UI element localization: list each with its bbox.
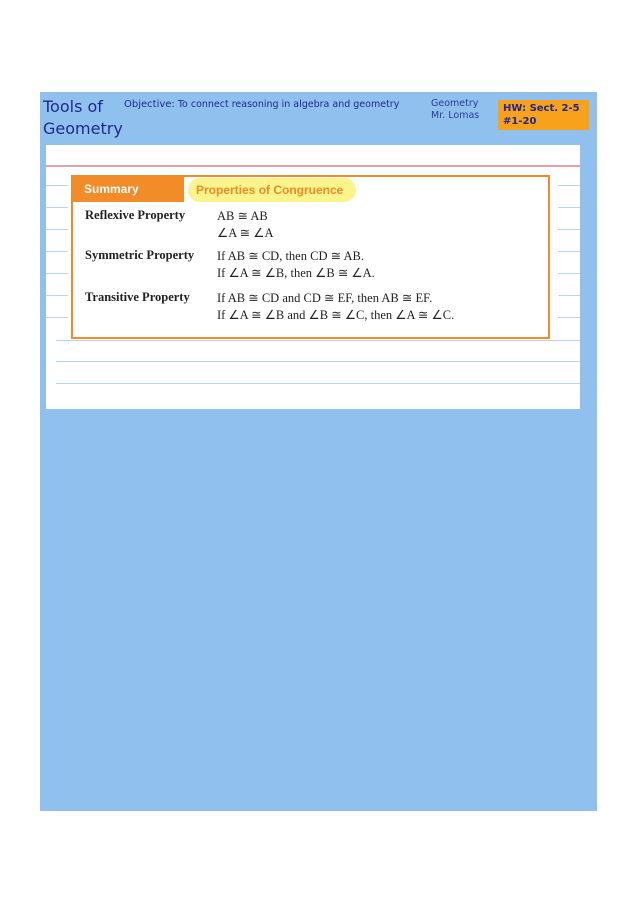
homework-section: HW: Sect. 2-5 [503, 103, 580, 114]
summary-heading: Properties of Congruence [188, 178, 356, 202]
notebook-margin-tick [46, 317, 68, 318]
lesson-title [43, 96, 133, 140]
homework-problems: #1-20 [503, 116, 537, 127]
notebook-red-line [46, 165, 580, 167]
notebook-margin-tick [558, 229, 580, 230]
notebook-margin-tick [558, 251, 580, 252]
property-name-transitive: Transitive Property [85, 290, 190, 304]
notebook-rule [56, 361, 580, 362]
course-info [431, 98, 501, 122]
notebook-rule [56, 383, 580, 384]
notebook-margin-tick [558, 273, 580, 274]
property-statement: If AB ≅ CD and CD ≅ EF, then AB ≅ EF. [217, 291, 433, 305]
course-name: Geometry [431, 98, 479, 109]
notebook-margin-tick [46, 251, 68, 252]
notebook-margin-tick [558, 185, 580, 186]
notebook-margin-tick [46, 295, 68, 296]
notebook-margin-tick [46, 273, 68, 274]
property-statement: AB ≅ AB [217, 209, 268, 223]
notebook-margin-tick [46, 207, 68, 208]
property-statement: If ∠A ≅ ∠B and ∠B ≅ ∠C, then ∠A ≅ ∠C. [217, 308, 455, 322]
property-statement: If AB ≅ CD, then CD ≅ AB. [217, 249, 364, 263]
notebook-margin-tick [558, 207, 580, 208]
property-statement: ∠A ≅ ∠A [217, 226, 274, 240]
homework-box [498, 100, 589, 130]
notebook-margin-tick [46, 185, 68, 186]
property-name-reflexive: Reflexive Property [85, 208, 186, 222]
summary-tab: Summary [71, 177, 184, 202]
objective [124, 99, 424, 110]
objective-label: Objective: [124, 99, 175, 110]
lesson-title-line2: Geometry [43, 119, 123, 138]
lesson-title-line1: Tools of [43, 97, 103, 116]
notebook-rule [56, 340, 580, 341]
notebook-margin-tick [46, 229, 68, 230]
property-statement: If ∠A ≅ ∠B, then ∠B ≅ ∠A. [217, 266, 375, 280]
objective-text: To connect reasoning in algebra and geometry [177, 99, 400, 110]
notebook-margin-tick [558, 317, 580, 318]
teacher-name: Mr. Lomas [431, 110, 480, 121]
notebook-margin-tick [558, 295, 580, 296]
property-name-symmetric: Symmetric Property [85, 248, 195, 262]
